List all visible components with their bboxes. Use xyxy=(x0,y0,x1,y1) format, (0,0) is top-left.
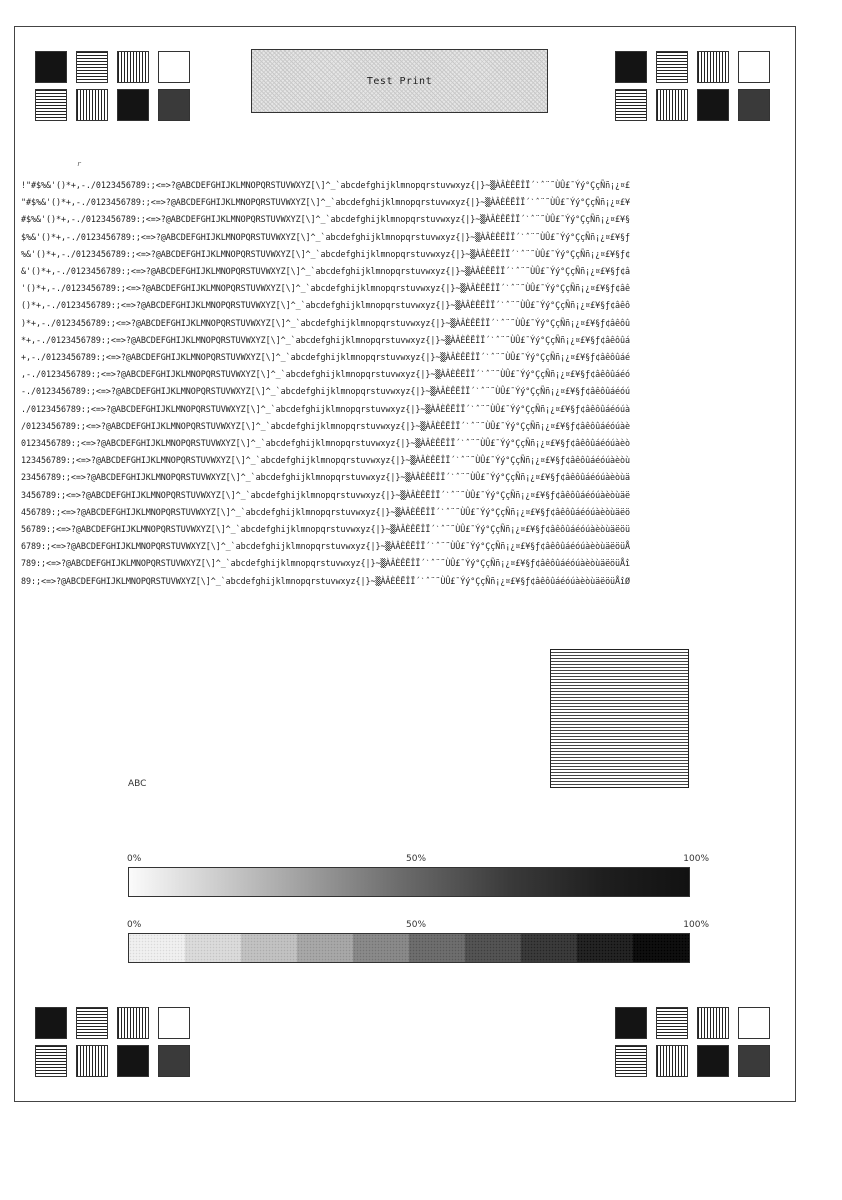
white-patch xyxy=(158,1007,190,1039)
charset-line: ,-./0123456789:;<=>?@ABCDEFGHIJKLMNOPQRSTUVWXYZ[\]^_`abcdefghijklmnopqrstuvwxyz{|}~▒ÀÂÈÊËÎÏ´ˋˆ¨˜ÙÛ£¯Ýý°ÇçÑñ¡¿¤£¥§ƒ¢âêôûáéó xyxy=(21,369,631,380)
gray-step xyxy=(241,934,297,962)
gray-step xyxy=(185,934,241,962)
scale-label-0: 0% xyxy=(127,920,142,930)
gray-step xyxy=(577,934,633,962)
patch-grid-top-left xyxy=(35,51,190,121)
dark-patch xyxy=(158,89,190,121)
gray-step xyxy=(409,934,465,962)
charset-line: 23456789:;<=>?@ABCDEFGHIJKLMNOPQRSTUVWXYZ[\]^_`abcdefghijklmnopqrstuvwxyz{|}~▒ÀÂÈÊËÎÏ´ˋˆ¨˜ÙÛ£¯Ýý°ÇçÑñ¡¿¤£¥§ƒ¢âêôûáéóúàèòùä xyxy=(21,472,631,483)
charset-line: 89:;<=>?@ABCDEFGHIJKLMNOPQRSTUVWXYZ[\]^_`abcdefghijklmnopqrstuvwxyz{|}~▒ÀÂÈÊËÎÏ´ˋˆ¨˜ÙÛ£¯Ýý°ÇçÑñ¡¿¤£¥§ƒ¢âêôûáéóúàèòùäëöüÅîØ xyxy=(21,575,631,586)
hlines-patch xyxy=(76,51,108,83)
charset-line: )*+,-./0123456789:;<=>?@ABCDEFGHIJKLMNOPQRSTUVWXYZ[\]^_`abcdefghijklmnopqrstuvwxyz{|}~▒ÀÂÈÊËÎÏ´ˋˆ¨˜ÙÛ£¯Ýý°ÇçÑñ¡¿¤£¥§ƒ¢âêôû xyxy=(21,317,631,328)
charset-line: ./0123456789:;<=>?@ABCDEFGHIJKLMNOPQRSTUVWXYZ[\]^_`abcdefghijklmnopqrstuvwxyz{|}~▒ÀÂÈÊËÎÏ´ˋˆ¨˜ÙÛ£¯Ýý°ÇçÑñ¡¿¤£¥§ƒ¢âêôûáéóúà xyxy=(21,403,631,414)
character-set-lines xyxy=(21,177,789,590)
gray-step xyxy=(297,934,353,962)
vlines-patch xyxy=(697,51,729,83)
charset-line: 0123456789:;<=>?@ABCDEFGHIJKLMNOPQRSTUVWXYZ[\]^_`abcdefghijklmnopqrstuvwxyz{|}~▒ÀÂÈÊËÎÏ´ˋˆ¨˜ÙÛ£¯Ýý°ÇçÑñ¡¿¤£¥§ƒ¢âêôûáéóúàèò xyxy=(21,438,631,449)
patch-grid-bottom-left xyxy=(35,1007,190,1077)
gray-step xyxy=(465,934,521,962)
charset-line: 56789:;<=>?@ABCDEFGHIJKLMNOPQRSTUVWXYZ[\]^_`abcdefghijklmnopqrstuvwxyz{|}~▒ÀÂÈÊËÎÏ´ˋˆ¨˜ÙÛ£¯Ýý°ÇçÑñ¡¿¤£¥§ƒ¢âêôûáéóúàèòùäëöü xyxy=(21,524,631,535)
hlines-patch xyxy=(76,1007,108,1039)
charset-line: 456789:;<=>?@ABCDEFGHIJKLMNOPQRSTUVWXYZ[\]^_`abcdefghijklmnopqrstuvwxyz{|}~▒ÀÂÈÊËÎÏ´ˋˆ¨˜ÙÛ£¯Ýý°ÇçÑñ¡¿¤£¥§ƒ¢âêôûáéóúàèòùäëö xyxy=(21,506,631,517)
black-patch xyxy=(35,1007,67,1039)
charset-line: -./0123456789:;<=>?@ABCDEFGHIJKLMNOPQRSTUVWXYZ[\]^_`abcdefghijklmnopqrstuvwxyz{|}~▒ÀÂÈÊËÎÏ´ˋˆ¨˜ÙÛ£¯Ýý°ÇçÑñ¡¿¤£¥§ƒ¢âêôûáéóú xyxy=(21,386,631,397)
vlines-patch xyxy=(117,51,149,83)
hlines-patch xyxy=(615,89,647,121)
scale-labels-smooth xyxy=(127,854,709,866)
black-patch xyxy=(697,1045,729,1077)
horizontal-stripes-pattern xyxy=(550,649,689,788)
vlines-patch xyxy=(656,89,688,121)
vlines-patch xyxy=(656,1045,688,1077)
gray-step xyxy=(129,934,185,962)
page-title: Test Print xyxy=(366,75,433,87)
scale-label-50: 50% xyxy=(406,920,427,930)
black-patch xyxy=(117,89,149,121)
charset-line: ()*+,-./0123456789:;<=>?@ABCDEFGHIJKLMNOPQRSTUVWXYZ[\]^_`abcdefghijklmnopqrstuvwxyz{|}~▒ÀÂÈÊËÎÏ´ˋˆ¨˜ÙÛ£¯Ýý°ÇçÑñ¡¿¤£¥§ƒ¢âêô xyxy=(21,300,631,311)
charset-line: !"#$%&'()*+,-./0123456789:;<=>?@ABCDEFGHIJKLMNOPQRSTUVWXYZ[\]^_`abcdefghijklmnopqrstuvwxyz{|}~▒ÀÂÈÊËÎÏ´ˋˆ¨˜ÙÛ£¯Ýý°ÇçÑñ¡¿¤£ xyxy=(21,180,631,190)
dark-patch xyxy=(738,89,770,121)
charset-line: /0123456789:;<=>?@ABCDEFGHIJKLMNOPQRSTUVWXYZ[\]^_`abcdefghijklmnopqrstuvwxyz{|}~▒ÀÂÈÊËÎÏ´ˋˆ¨˜ÙÛ£¯Ýý°ÇçÑñ¡¿¤£¥§ƒ¢âêôûáéóúàè xyxy=(21,420,631,431)
gradient-bar-smooth xyxy=(128,867,690,897)
scale-labels-steps xyxy=(127,920,709,932)
white-patch xyxy=(738,1007,770,1039)
vlines-patch xyxy=(117,1007,149,1039)
test-print-page xyxy=(14,26,796,1102)
gray-step xyxy=(353,934,409,962)
dark-patch xyxy=(158,1045,190,1077)
charset-line: 123456789:;<=>?@ABCDEFGHIJKLMNOPQRSTUVWXYZ[\]^_`abcdefghijklmnopqrstuvwxyz{|}~▒ÀÂÈÊËÎÏ´ˋˆ¨˜ÙÛ£¯Ýý°ÇçÑñ¡¿¤£¥§ƒ¢âêôûáéóúàèòù xyxy=(21,455,631,466)
black-patch xyxy=(117,1045,149,1077)
hlines-patch xyxy=(615,1045,647,1077)
charset-line: *+,-./0123456789:;<=>?@ABCDEFGHIJKLMNOPQRSTUVWXYZ[\]^_`abcdefghijklmnopqrstuvwxyz{|}~▒ÀÂÈÊËÎÏ´ˋˆ¨˜ÙÛ£¯Ýý°ÇçÑñ¡¿¤£¥§ƒ¢âêôûá xyxy=(21,334,631,345)
black-patch xyxy=(697,89,729,121)
charset-line: &'()*+,-./0123456789:;<=>?@ABCDEFGHIJKLMNOPQRSTUVWXYZ[\]^_`abcdefghijklmnopqrstuvwxyz{|}~▒ÀÂÈÊËÎÏ´ˋˆ¨˜ÙÛ£¯Ýý°ÇçÑñ¡¿¤£¥§ƒ¢â xyxy=(21,266,631,277)
charset-line: 789:;<=>?@ABCDEFGHIJKLMNOPQRSTUVWXYZ[\]^_`abcdefghijklmnopqrstuvwxyz{|}~▒ÀÂÈÊËÎÏ´ˋˆ¨˜ÙÛ£¯Ýý°ÇçÑñ¡¿¤£¥§ƒ¢âêôûáéóúàèòùäëöüÅî xyxy=(21,558,631,569)
charset-line: 6789:;<=>?@ABCDEFGHIJKLMNOPQRSTUVWXYZ[\]^_`abcdefghijklmnopqrstuvwxyz{|}~▒ÀÂÈÊËÎÏ´ˋˆ¨˜ÙÛ£¯Ýý°ÇçÑñ¡¿¤£¥§ƒ¢âêôûáéóúàèòùäëöüÅ xyxy=(21,541,631,552)
scale-label-0: 0% xyxy=(127,854,142,864)
gradient-bar-steps xyxy=(128,933,690,963)
vlines-patch xyxy=(76,89,108,121)
scale-label-100: 100% xyxy=(683,854,709,864)
charset-line: %&'()*+,-./0123456789:;<=>?@ABCDEFGHIJKLMNOPQRSTUVWXYZ[\]^_`abcdefghijklmnopqrstuvwxyz{|}~▒ÀÂÈÊËÎÏ´ˋˆ¨˜ÙÛ£¯Ýý°ÇçÑñ¡¿¤£¥§ƒ¢ xyxy=(21,248,631,259)
abc-label: ABC xyxy=(128,779,147,789)
patch-grid-bottom-right xyxy=(615,1007,770,1077)
charset-line: +,-./0123456789:;<=>?@ABCDEFGHIJKLMNOPQRSTUVWXYZ[\]^_`abcdefghijklmnopqrstuvwxyz{|}~▒ÀÂÈÊËÎÏ´ˋˆ¨˜ÙÛ£¯Ýý°ÇçÑñ¡¿¤£¥§ƒ¢âêôûáé xyxy=(21,352,631,363)
patch-grid-top-right xyxy=(615,51,770,121)
scale-label-100: 100% xyxy=(683,920,709,930)
charset-line: '()*+,-./0123456789:;<=>?@ABCDEFGHIJKLMNOPQRSTUVWXYZ[\]^_`abcdefghijklmnopqrstuvwxyz{|}~▒ÀÂÈÊËÎÏ´ˋˆ¨˜ÙÛ£¯Ýý°ÇçÑñ¡¿¤£¥§ƒ¢âê xyxy=(21,283,631,294)
scale-label-50: 50% xyxy=(406,854,427,864)
dark-patch xyxy=(738,1045,770,1077)
hlines-patch xyxy=(656,1007,688,1039)
hlines-patch xyxy=(656,51,688,83)
hlines-patch xyxy=(35,1045,67,1077)
title-box xyxy=(251,49,548,113)
hlines-patch xyxy=(35,89,67,121)
charset-line: $%&'()*+,-./0123456789:;<=>?@ABCDEFGHIJKLMNOPQRSTUVWXYZ[\]^_`abcdefghijklmnopqrstuvwxyz{|}~▒ÀÂÈÊËÎÏ´ˋˆ¨˜ÙÛ£¯Ýý°ÇçÑñ¡¿¤£¥§ƒ xyxy=(21,231,631,242)
stray-mark: r xyxy=(77,160,82,168)
black-patch xyxy=(615,51,647,83)
gray-step xyxy=(633,934,689,962)
charset-line: 3456789:;<=>?@ABCDEFGHIJKLMNOPQRSTUVWXYZ[\]^_`abcdefghijklmnopqrstuvwxyz{|}~▒ÀÂÈÊËÎÏ´ˋˆ¨˜ÙÛ£¯Ýý°ÇçÑñ¡¿¤£¥§ƒ¢âêôûáéóúàèòùäë xyxy=(21,489,631,500)
black-patch xyxy=(35,51,67,83)
white-patch xyxy=(738,51,770,83)
vlines-patch xyxy=(76,1045,108,1077)
charset-line: "#$%&'()*+,-./0123456789:;<=>?@ABCDEFGHIJKLMNOPQRSTUVWXYZ[\]^_`abcdefghijklmnopqrstuvwxyz{|}~▒ÀÂÈÊËÎÏ´ˋˆ¨˜ÙÛ£¯Ýý°ÇçÑñ¡¿¤£¥ xyxy=(21,197,631,208)
charset-line: #$%&'()*+,-./0123456789:;<=>?@ABCDEFGHIJKLMNOPQRSTUVWXYZ[\]^_`abcdefghijklmnopqrstuvwxyz{|}~▒ÀÂÈÊËÎÏ´ˋˆ¨˜ÙÛ£¯Ýý°ÇçÑñ¡¿¤£¥§ xyxy=(21,214,631,225)
white-patch xyxy=(158,51,190,83)
gray-step xyxy=(521,934,577,962)
black-patch xyxy=(615,1007,647,1039)
vlines-patch xyxy=(697,1007,729,1039)
